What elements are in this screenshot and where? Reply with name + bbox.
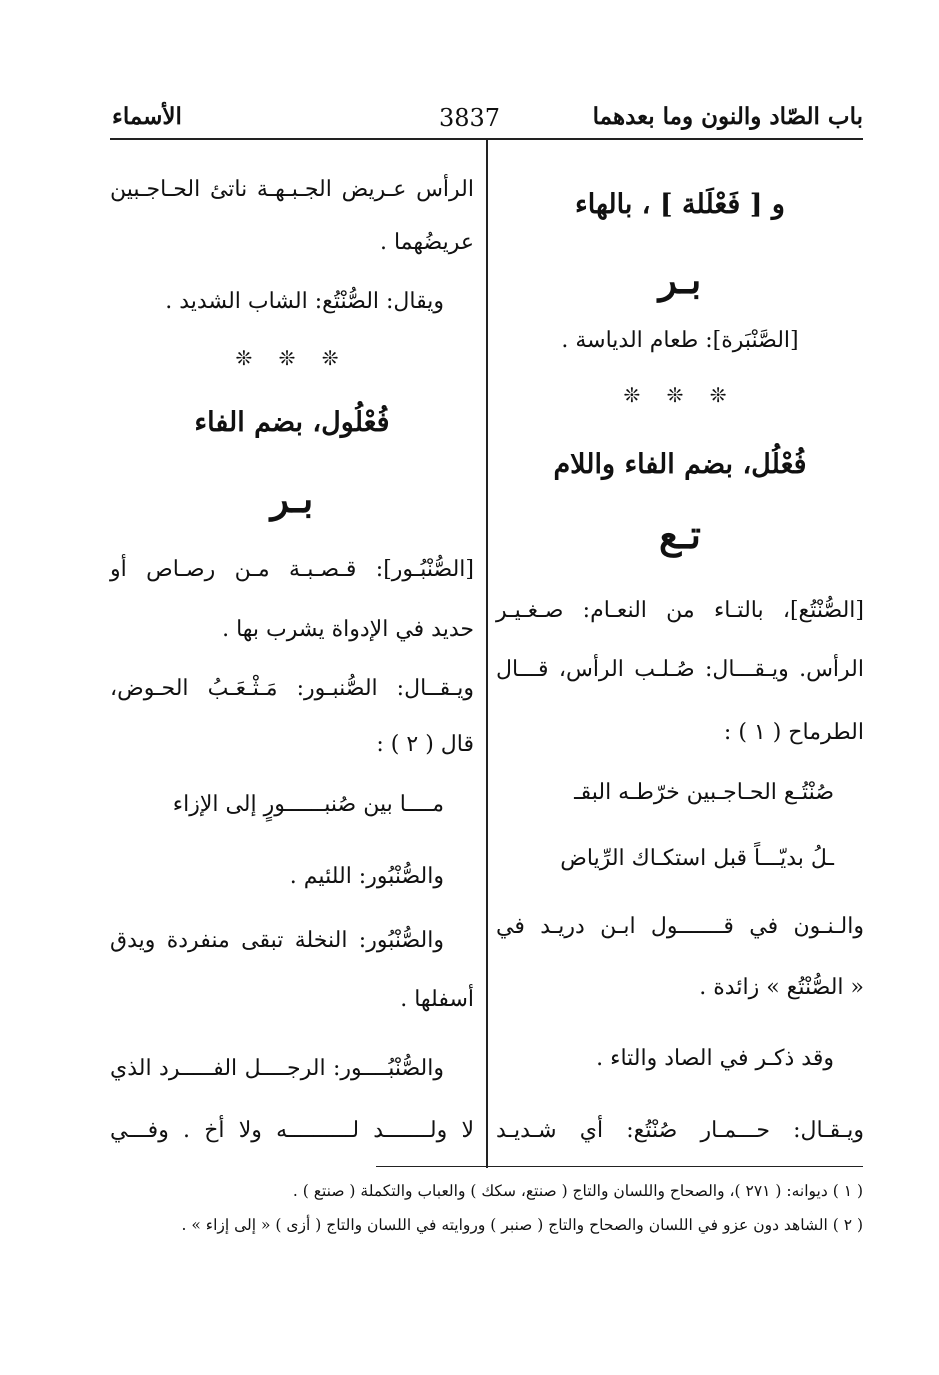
verse-line: صُنْتُـع الحـاجـبين خرّطـه البقـ [574, 780, 834, 805]
entry-line: والصُّنْبُــــور: الرجــــل الفـــــرد الذي [110, 1056, 444, 1081]
section-separator: ❊ ❊ ❊ [623, 383, 737, 407]
entry-line: ويـقـال: حـــمـار صُنْتُع: أي شـديـد [496, 1118, 864, 1143]
footnote-rule [376, 1166, 863, 1167]
verse-line: مــــا بين صُنبــــــورٍ إلى الإزاء [172, 792, 444, 817]
entry-line: عريضُهما . [379, 230, 474, 255]
root-heading: بـر [270, 476, 314, 521]
entry-line: الرأس. ويـقـــال: صُـلـب الرأس، قـــال [496, 657, 864, 682]
entry-line: [الصَّنْبَرة]: طعام الدياسة . [561, 328, 799, 353]
pattern-heading: و [ فَعْلَلة ] ، بالهاء [575, 189, 785, 220]
entry-line: قال ( ٢ ) : [376, 732, 474, 757]
entry-line: [الصُّنْتُع]، بالتـاء من النعـام: صـغـيـر [496, 598, 864, 623]
entry-line: والـنـون في قـــــــول ابـن دريـد في [496, 914, 864, 939]
pattern-heading: فُعْلُول، بضم الفاء [194, 407, 390, 438]
entry-line: حديد في الإدواة يشرب بها . [222, 617, 474, 642]
entry-line: والصُّنْبُور: اللئيم . [289, 864, 444, 889]
footnote: ( ١ ) ديوانه: ( ٢٧١ )، والصحاح واللسان والتاج ( صنتع، سكك ) والعباب والتكملة ( صنتع ) . [292, 1182, 863, 1200]
section-separator: ❊ ❊ ❊ [235, 346, 349, 370]
chapter-title: باب الصّاد والنون وما بعدهما [592, 103, 863, 130]
entry-line: [الصُّنْبُـور]: قـصـبـة مـن رصـاص أو [110, 557, 474, 582]
entry-line: الطرماح ( ١ ) : [723, 720, 864, 745]
entry-line: الرأس عـريض الجـبـهـة ناتئ الحـاجـبين [110, 177, 474, 202]
entry-line: ويقال: الصُّنْتُع: الشاب الشديد . [165, 289, 444, 314]
footnote: ( ٢ ) الشاهد دون عزو في اللسان والصحاح والتاج ( صنبر ) وروايته في اللسان والتاج ( أزى ) « إلى إزاء » . [181, 1216, 863, 1234]
page-number: 3837 [438, 104, 501, 132]
root-heading: بـر [658, 257, 702, 302]
root-heading: تـع [659, 512, 701, 557]
entry-line: ويـقــال: الصُّنبـور: مَـثْـعَـبُ الحـوض، [110, 676, 474, 701]
pattern-heading: فُعْلُل، بضم الفاء واللام [553, 449, 807, 480]
entry-line: « الصُّنْتُع » زائدة . [699, 975, 864, 1000]
entry-line: والصُّنْبُور: النخلة تبقى منفردة ويدق [110, 928, 444, 953]
entry-line: لا ولـــــــد لــــــــــه ولا أخ . وفـــي [110, 1118, 474, 1143]
section-title: الأسماء [112, 103, 182, 130]
verse-line: ـلُ بديّـــاً قبل استكـاك الرِّياض [560, 846, 834, 871]
entry-line: أسفلها . [400, 987, 474, 1012]
entry-line: وقد ذكـر في الصاد والتاء . [596, 1046, 834, 1071]
column-divider [486, 140, 488, 1168]
